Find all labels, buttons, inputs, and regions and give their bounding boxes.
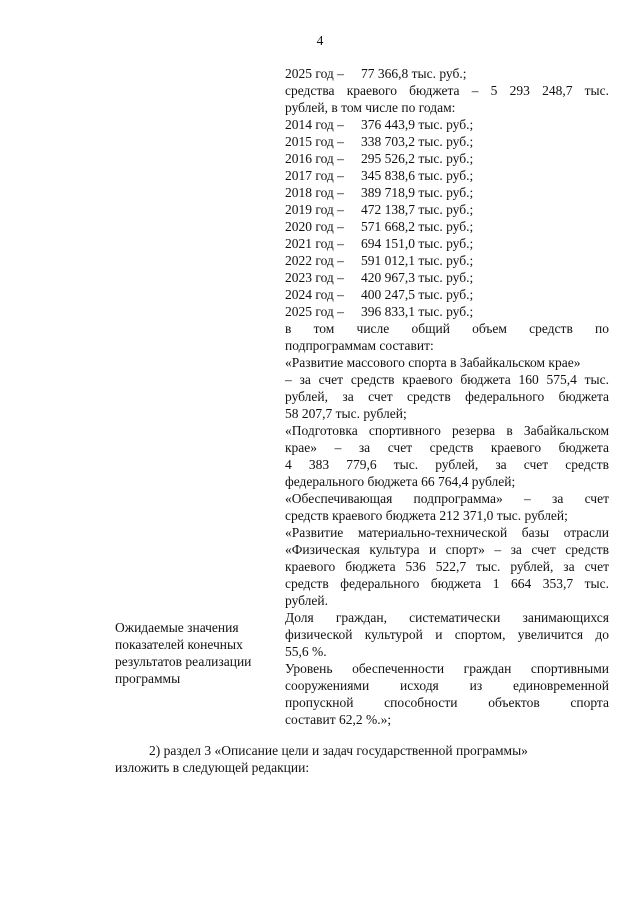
regional-budget-line: рублей, в том числе по годам: [285, 100, 456, 115]
year-line: 2019 год – 472 138,7 тыс. руб.; [285, 202, 474, 217]
subprogram-line: – за счет средств краевого бюджета 160 575,4 тыс. [285, 372, 609, 387]
subprogram-line: краевого бюджета 536 522,7 тыс. рублей, за счет [285, 559, 609, 574]
year-line: 2017 год – 345 838,6 тыс. руб.; [285, 168, 474, 183]
expected-result-line: сооружениями исходя из единовременной [285, 678, 609, 693]
expected-result-line: Уровень обеспеченности граждан спортивными [285, 661, 609, 676]
year-line: 2020 год – 571 668,2 тыс. руб.; [285, 219, 474, 234]
expected-results-label: Ожидаемые значения показателей конечных результатов реализации программы [115, 620, 252, 686]
year-line: 2023 год – 420 967,3 тыс. руб.; [285, 270, 474, 285]
expected-result-line: Доля граждан, систематически занимающихся [285, 610, 609, 625]
year-line: 2016 год – 295 526,2 тыс. руб.; [285, 151, 474, 166]
regional-years-list [285, 116, 609, 320]
year-line: 2018 год – 389 718,9 тыс. руб.; [285, 185, 474, 200]
subprogram-line: 4 383 779,6 тыс. рублей, за счет средств [285, 457, 609, 472]
year-line: 2015 год – 338 703,2 тыс. руб.; [285, 134, 474, 149]
subprogram-line: федерального бюджета 66 764,4 рублей; [285, 474, 516, 489]
subprograms-intro-line: подпрограммам составит: [285, 338, 434, 353]
subprogram-line: «Обеспечивающая подпрограмма» – за счет [285, 491, 609, 506]
page-number: 4 [316, 33, 324, 48]
financing-column [285, 65, 609, 728]
expected-result-line: пропускной способности объектов спорта [285, 695, 609, 710]
amendment-line: 2) раздел 3 «Описание цели и задач государственной программы» [149, 743, 528, 758]
amendment-paragraph [115, 742, 609, 776]
amendment-line: изложить в следующей редакции: [115, 760, 310, 775]
year-line: 2025 год – 396 833,1 тыс. руб.; [285, 304, 474, 319]
regional-budget-line: средства краевого бюджета – 5 293 248,7 тыс. [285, 83, 609, 98]
subprogram-line: 58 207,7 тыс. рублей; [285, 406, 407, 421]
year-line: 2021 год – 694 151,0 тыс. руб.; [285, 236, 474, 251]
subprogram-line: «Развитие массового спорта в Забайкальском крае» [285, 355, 581, 370]
subprogram-line: рублей, за счет средств федерального бюджета [285, 389, 609, 404]
year-line-2025-federal: 2025 год – 77 366,8 тыс. руб.; [285, 66, 467, 81]
year-line: 2024 год – 400 247,5 тыс. руб.; [285, 287, 474, 302]
expected-result-line: 55,6 %. [285, 644, 327, 659]
subprogram-line: «Развитие материально-технической базы отрасли [285, 525, 609, 540]
subprogram-line: рублей. [285, 593, 329, 608]
year-line: 2014 год – 376 443,9 тыс. руб.; [285, 117, 474, 132]
subprogram-line: средств краевого бюджета 212 371,0 тыс. рублей; [285, 508, 568, 523]
subprogram-line: «Подготовка спортивного резерва в Забайкальском [285, 423, 609, 438]
expected-result-line: физической культурой и спортом, увеличится до [285, 627, 609, 642]
subprogram-line: «Физическая культура и спорт» – за счет средств [285, 542, 609, 557]
subprogram-line: крае» – за счет средств краевого бюджета [285, 440, 609, 455]
expected-result-line: составит 62,2 %.»; [285, 712, 392, 727]
year-line: 2022 год – 591 012,1 тыс. руб.; [285, 253, 474, 268]
subprogram-line: средств федерального бюджета 1 664 353,7 тыс. [285, 576, 609, 591]
subprograms-intro-line: в том числе общий объем средств по [285, 321, 609, 336]
